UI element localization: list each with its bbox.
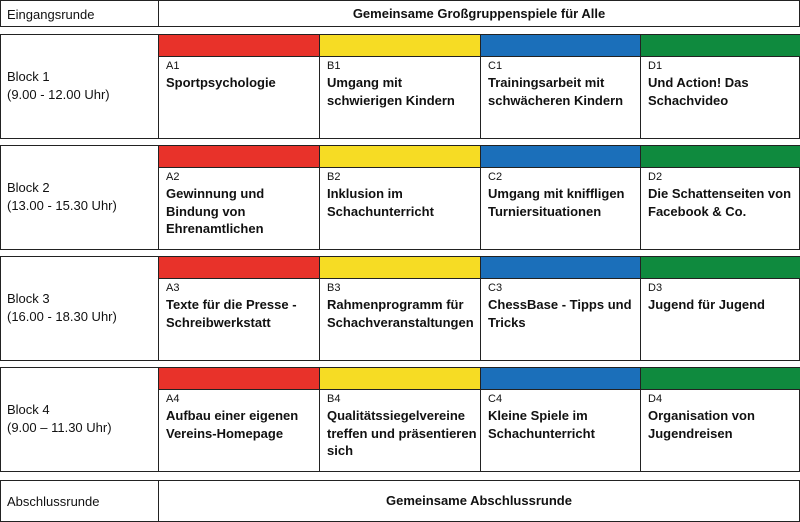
- session-code: D4: [648, 393, 663, 405]
- column-divider: [640, 257, 641, 360]
- block-label-box: [0, 145, 159, 250]
- block-label-box: [0, 256, 159, 361]
- column-divider: [319, 35, 320, 138]
- session-cell: [320, 35, 481, 138]
- session-title: Die Schattenseiten von Facebook & Co.: [648, 186, 792, 219]
- session-cell: [159, 368, 320, 471]
- session-cell: [481, 35, 641, 138]
- session-code: B4: [327, 393, 341, 405]
- block-time: (13.00 - 15.30 Uhr): [7, 198, 117, 213]
- track-color-bar: [481, 257, 641, 279]
- session-code: A3: [166, 282, 180, 294]
- session-title: Kleine Spiele im Schachunterricht: [488, 408, 595, 441]
- block-name: Block 3: [7, 291, 50, 306]
- column-divider: [480, 35, 481, 138]
- header-title: Gemeinsame Großgruppenspiele für Alle: [352, 6, 606, 21]
- session-code: C1: [488, 60, 503, 72]
- session-code: C3: [488, 282, 503, 294]
- session-cell: [320, 257, 481, 360]
- session-title: Und Action! Das Schachvideo: [648, 75, 749, 108]
- session-code: B1: [327, 60, 341, 72]
- header-title-box: [158, 0, 800, 27]
- session-code: C4: [488, 393, 503, 405]
- column-divider: [640, 35, 641, 138]
- column-divider: [480, 368, 481, 471]
- session-cell: [641, 35, 800, 138]
- session-title: Umgang mit kniffligen Turniersituationen: [488, 186, 625, 219]
- block-label-box: [0, 367, 159, 472]
- column-divider: [319, 368, 320, 471]
- footer-label-box: [0, 480, 159, 522]
- session-code: D1: [648, 60, 663, 72]
- block-label-box: [0, 34, 159, 139]
- footer-left-label: Abschlussrunde: [7, 494, 100, 509]
- session-title: Inklusion im Schachunterricht: [327, 186, 434, 219]
- session-cell: [159, 35, 320, 138]
- session-cell: [641, 146, 800, 249]
- session-cell: [320, 146, 481, 249]
- session-title: Organisation von Jugendreisen: [648, 408, 755, 441]
- column-divider: [480, 257, 481, 360]
- session-code: B3: [327, 282, 341, 294]
- session-code: D2: [648, 171, 663, 183]
- footer-title-box: [158, 480, 800, 522]
- session-cell: [481, 257, 641, 360]
- session-title: Aufbau einer eigenen Vereins-Homepage: [166, 408, 299, 441]
- session-code: C2: [488, 171, 503, 183]
- block-time: (9.00 - 12.00 Uhr): [7, 87, 110, 102]
- session-cell: [159, 257, 320, 360]
- session-title: ChessBase - Tipps und Tricks: [488, 297, 632, 330]
- column-divider: [480, 146, 481, 249]
- session-code: A1: [166, 60, 180, 72]
- session-cell: [481, 368, 641, 471]
- column-divider: [640, 146, 641, 249]
- track-color-bar: [481, 368, 641, 390]
- track-color-bar: [641, 146, 800, 168]
- session-title: Umgang mit schwierigen Kindern: [327, 75, 455, 108]
- session-title: Texte für die Presse - Schreibwerkstatt: [166, 297, 297, 330]
- session-code: A4: [166, 393, 180, 405]
- block-name: Block 4: [7, 402, 50, 417]
- track-color-bar: [159, 35, 320, 57]
- session-title: Rahmenprogramm für Schachveranstaltungen: [327, 297, 474, 330]
- block-time: (16.00 - 18.30 Uhr): [7, 309, 117, 324]
- session-cell: [641, 257, 800, 360]
- column-divider: [319, 257, 320, 360]
- block-name: Block 1: [7, 69, 50, 84]
- session-title: Sportpsychologie: [166, 75, 276, 90]
- session-code: B2: [327, 171, 341, 183]
- track-color-bar: [320, 257, 481, 279]
- header-label-box: [0, 0, 159, 27]
- track-color-bar: [320, 35, 481, 57]
- track-color-bar: [641, 368, 800, 390]
- footer-title: Gemeinsame Abschlussrunde: [386, 493, 572, 508]
- track-color-bar: [641, 35, 800, 57]
- block-name: Block 2: [7, 180, 50, 195]
- session-title: Qualitätssiegelvereine treffen und präsentieren sich: [327, 408, 477, 458]
- block-sessions-box: [158, 145, 800, 250]
- header-left-label: Eingangsrunde: [7, 7, 95, 22]
- session-cell: [320, 368, 481, 471]
- session-code: D3: [648, 282, 663, 294]
- track-color-bar: [481, 146, 641, 168]
- block-sessions-box: [158, 34, 800, 139]
- column-divider: [640, 368, 641, 471]
- session-title: Jugend für Jugend: [648, 297, 765, 312]
- track-color-bar: [159, 257, 320, 279]
- session-cell: [159, 146, 320, 249]
- session-cell: [481, 146, 641, 249]
- session-title: Gewinnung und Bindung von Ehrenamtlichen: [166, 186, 265, 236]
- track-color-bar: [320, 146, 481, 168]
- session-code: A2: [166, 171, 180, 183]
- track-color-bar: [159, 146, 320, 168]
- block-time: (9.00 – 11.30 Uhr): [7, 420, 112, 435]
- column-divider: [319, 146, 320, 249]
- session-title: Trainingsarbeit mit schwächeren Kindern: [488, 75, 624, 108]
- track-color-bar: [320, 368, 481, 390]
- track-color-bar: [481, 35, 641, 57]
- block-sessions-box: [158, 367, 800, 472]
- track-color-bar: [159, 368, 320, 390]
- track-color-bar: [641, 257, 800, 279]
- session-cell: [641, 368, 800, 471]
- block-sessions-box: [158, 256, 800, 361]
